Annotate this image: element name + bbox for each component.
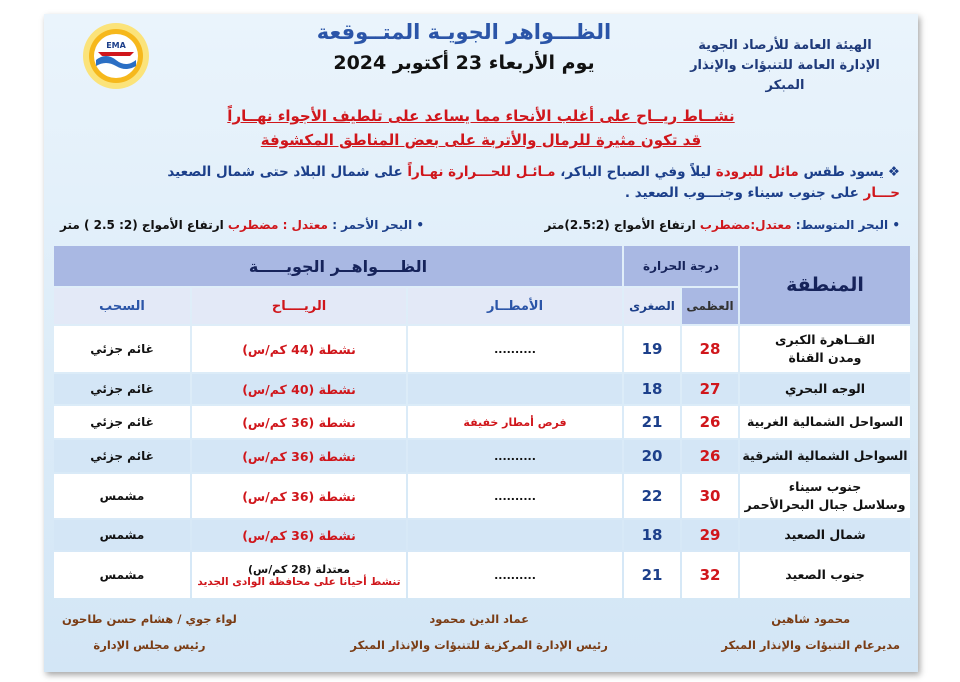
- hot-label: حـــار: [863, 185, 900, 201]
- mediterranean-sea: • البحر المتوسط: معتدل:مضطرب ارتفاع الأمواج (2.5:2)متر: [544, 218, 900, 232]
- logo-text: EMA: [106, 41, 126, 50]
- table-row: السواحل الشمالية الغربية 26 21 فرص أمطار خفيفة نشطة (36 كم/س) غائم جزئي: [54, 406, 910, 438]
- forecast-date: يوم الأربعاء 23 أكتوبر 2024: [333, 52, 595, 74]
- signatures: [62, 606, 900, 658]
- sea-conditions: [60, 218, 900, 232]
- table-row: جنوب سيناء وسلاسل جبال البحرالأحمر 30 22 .......... نشطة (36 كم/س) مشمس: [54, 474, 910, 518]
- ema-logo-icon: [82, 22, 150, 90]
- region-header: المنطقة: [740, 246, 910, 324]
- table-row: شمال الصعيد 29 18 نشطة (36 كم/س) مشمس: [54, 520, 910, 550]
- table-row: جنوب الصعيد 32 21 .......... معتدلة (28 كم/س) تنشط أحيانا على محافظة الوادى الجديد مشمس: [54, 552, 910, 598]
- page-title: الظـــواهر الجويـة المتــوقعة: [316, 20, 612, 44]
- org-line-1: الهيئة العامة للأرصاد الجوية: [698, 38, 872, 53]
- temperature-header: درجة الحرارة: [624, 246, 738, 286]
- headline-line-2: قد تكون مثيرة للرمال والأتربة على بعض المناطق المكشوفة: [260, 131, 702, 149]
- max-header: العظمى: [682, 288, 738, 324]
- organization-name: [670, 36, 900, 96]
- table-row: الوجه البحري 27 18 نشطة (40 كم/س) غائم جزئي: [54, 374, 910, 404]
- title-block: [284, 20, 644, 74]
- headline-line-1: نشــاط ريــاح على أغلب الأنحاء مما يساعد على تلطيف الأجواء نهــاراً: [227, 107, 735, 125]
- red-sea: • البحر الأحمر : معتدل : مضطرب ارتفاع الأمواج (2: 2.5 ) متر: [60, 218, 425, 232]
- alert-headline: [194, 104, 768, 152]
- cloud-header: السحب: [54, 288, 190, 324]
- signature-central-admin: عماد الدين محمود رئيس الإدارة المركزية للتنبؤات والإنذار المبكر: [350, 612, 608, 652]
- signature-board-chairman: لواء جوي / هشام حسن طاحون رئيس مجلس الإدارة: [62, 612, 237, 652]
- signature-director-general: محمود شاهين مديرعام التنبؤات والإنذار المبكر: [721, 612, 900, 652]
- diamond-bullet-icon: ❖: [887, 164, 900, 180]
- wind-header: الريــــاح: [192, 288, 406, 324]
- rain-header: الأمطــار: [408, 288, 622, 324]
- table-row: السواحل الشمالية الشرقية 26 20 .......... نشطة (36 كم/س) غائم جزئي: [54, 440, 910, 472]
- forecast-sheet: [44, 14, 918, 672]
- min-header: الصغرى: [624, 288, 680, 324]
- weather-summary: ❖يسود طقس مائل للبرودة ليلاً وفي الصباح الباكر، مـائـل للحـــرارة نهـاراً على شمال البلاد حتى شمال الصعيد حـــار على جنوب سيناء وجنـــوب الصعيد .: [167, 164, 900, 201]
- table-row: القــاهرة الكبرى ومدن القناة 28 19 .......... نشطة (44 كم/س) غائم جزئي: [54, 326, 910, 372]
- weather-header: الظــــواهــر الجويـــــة: [54, 246, 622, 286]
- forecast-table: [52, 244, 912, 600]
- org-line-2: الإدارة العامة للتنبؤات والإنذار المبكر: [690, 58, 880, 93]
